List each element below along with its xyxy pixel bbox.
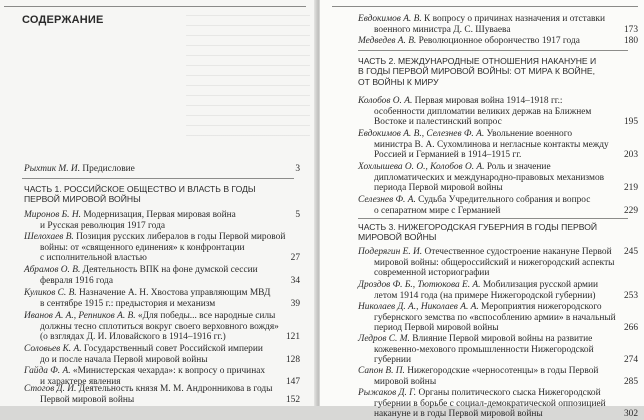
entry-title: Роль и значение (486, 162, 551, 172)
entry-title: К вопросу о причинах назначения и отставки (424, 14, 606, 24)
entry-page: 5 (295, 210, 300, 220)
entry-title: Первая мировая война 1914–1918 гг.: (414, 96, 563, 106)
entry-page: 128 (285, 354, 300, 365)
entry-title: «Для победы... все народные силы (137, 311, 276, 321)
entry-page: 229 (623, 205, 638, 216)
left-page (0, 0, 318, 406)
toc-entry[interactable] (358, 247, 638, 279)
entry-title-cont: кожевенно-мехового промышленности Нижегородской (374, 344, 594, 355)
entry-author: Сапон В. П. (358, 366, 405, 376)
toc-entry[interactable] (358, 162, 638, 194)
entry-title: Увольнение военного (486, 129, 573, 139)
entry-title-cont: период Первой мировой войны (374, 323, 499, 334)
entry-title-cont: периода Первой мировой войны (374, 183, 503, 194)
entry-page: 274 (623, 355, 638, 366)
section-2-title: ЧАСТЬ 2. МЕЖДУНАРОДНЫЕ ОТНОШЕНИЯ НАКАНУНЕ И В ГОДЫ ПЕРВОЙ МИРОВОЙ ВОЙНЫ: ОТ МИРА К ВОЙНЕ, ОТ ВОЙНЫ К МИРУ (358, 56, 597, 87)
entry-author: Гайда Ф. А. (24, 366, 71, 376)
entry-page: 219 (623, 183, 638, 194)
entry-author: Соловьев К. А. (24, 344, 82, 354)
toc-entry[interactable] (358, 14, 638, 35)
entry-page: 39 (290, 298, 300, 309)
entry-page: 121 (285, 332, 300, 343)
entry-title: Судьба Учредительного собрания и вопрос (418, 195, 591, 205)
entry-page: 27 (290, 253, 300, 264)
toc-entry[interactable] (24, 288, 300, 309)
entry-page: 285 (623, 376, 638, 387)
toc-entry[interactable] (358, 36, 638, 47)
entry-page: 34 (290, 275, 300, 286)
entry-page: 203 (623, 150, 638, 161)
toc-entry[interactable] (358, 388, 638, 420)
entry-title-cont: февраля 1916 года (40, 275, 113, 286)
toc-entry[interactable] (24, 265, 300, 286)
entry-title-cont: особенности дипломатии великих держав на Ближнем (374, 106, 592, 117)
entry-author: Колобов О. А. (358, 96, 413, 106)
entry-author: Шелохаев В. (24, 232, 74, 242)
toc-entry[interactable] (358, 96, 638, 128)
entry-title: Мероприятия нижегородского (481, 302, 602, 312)
toc-entry[interactable] (24, 384, 300, 405)
entry-author: Евдокимов А. В. (358, 14, 422, 24)
toc-entry[interactable] (24, 232, 300, 264)
entry-title: Деятельность князя М. М. Андронникова в годы (78, 384, 273, 394)
entry-author: Дроздов Ф. Б., Тютюкова Е. А. (358, 280, 481, 290)
contents-heading: СОДЕРЖАНИЕ (22, 14, 104, 26)
entry-title-cont: губернского земства по «вспособлению армии» в начальный (374, 312, 616, 323)
entry-author: Стогов Д. И. (24, 384, 77, 394)
entry-page: 302 (623, 409, 638, 420)
entry-title-cont: Первой мировой войны (40, 394, 135, 405)
entry-author: Абрамов О. В. (24, 265, 81, 275)
entry-title-cont: губернии в борьбе с социал-демократической оппозицией (374, 398, 606, 409)
entry-title: Государственный совет Российской империи (83, 344, 263, 354)
top-edge-rule (4, 6, 306, 7)
toc-entry[interactable] (24, 210, 300, 231)
entry-title-cont: Востоке и палестинский вопрос (374, 117, 502, 128)
entry-title: Органы политического сыска Нижегородской (418, 388, 601, 398)
entry-title: Позиция русских либералов в годы Первой мировой (76, 232, 286, 242)
entry-title: Назначение А. Н. Хвостова управляющим МВД (79, 288, 271, 298)
entry-page: 147 (285, 376, 300, 387)
bleed-through-text (186, 6, 310, 136)
entry-title: Нижегородские «черносотенцы» в годы Первой (407, 366, 599, 376)
entry-title: Мобилизация русской армии (482, 280, 599, 290)
toc-entry[interactable] (358, 366, 638, 387)
entry-title-cont: войны: от «священного единения» к конфронтации (40, 242, 245, 253)
toc-entry[interactable] (24, 311, 300, 343)
entry-title: Деятельность ВПК на фоне думской сессии (82, 265, 258, 275)
entry-title-cont: с исполнительной властью (40, 253, 147, 264)
entry-author: Николаев Д. А., Николаев А. А. (358, 302, 479, 312)
entry-page: 245 (623, 247, 638, 257)
entry-author: Рыхтик М. И. (24, 164, 81, 174)
entry-title-cont: о сепаратном мире с Германией (374, 205, 501, 216)
toc-entry[interactable] (358, 129, 638, 161)
toc-entry[interactable] (24, 344, 300, 365)
section-rule (22, 178, 294, 179)
entry-page: 253 (623, 290, 638, 301)
entry-author: Хохлышева О. О., Колобов О. А. (358, 162, 485, 172)
entry-author: Подерягин Е. И. (358, 247, 423, 257)
entry-title-cont: мировой войны (374, 376, 437, 387)
entry-page: 152 (285, 394, 300, 405)
entry-title-cont: дипломатических и международно-правовых механизмов (374, 172, 605, 183)
entry-title: Отечественное судостроение накануне Первой (424, 247, 612, 257)
entry-title-cont: губернии (374, 355, 411, 366)
section-rule (358, 218, 628, 219)
entry-author: Куликов С. В. (24, 288, 77, 298)
entry-page: 180 (623, 36, 638, 46)
entry-page: 173 (623, 24, 638, 35)
entry-title-cont: накануне и в годы Первой мировой войны (374, 409, 543, 420)
entry-title-cont: Россией и Германией в 1914–1915 гг. (374, 150, 522, 161)
entry-page: 266 (623, 323, 638, 334)
toc-entry[interactable] (358, 302, 638, 334)
entry-title-cont: современной историографии (374, 268, 490, 279)
entry-title-cont: мировой войны: общероссийский и нижегородский аспекты (374, 257, 615, 268)
entry-author: Евдокимов А. В., Селезнев Ф. А. (358, 129, 485, 139)
entry-page: 195 (623, 117, 638, 128)
section-rule (358, 50, 628, 51)
entry-author: Ледров С. М. (358, 334, 410, 344)
entry-author: Селезнев Ф. А. (358, 195, 416, 205)
entry-title: «Министерская чехарда»: к вопросу о причинах (72, 366, 266, 376)
entry-title-cont: должны тесно сплотиться вокруг своего верховного вождя» (40, 321, 279, 332)
entry-title: Предисловие (82, 164, 135, 174)
section-1-title: ЧАСТЬ 1. РОССИЙСКОЕ ОБЩЕСТВО И ВЛАСТЬ В ГОДЫ ПЕРВОЙ МИРОВОЙ ВОЙНЫ (24, 184, 256, 205)
entry-title-cont: военного министра Д. С. Шуваева (374, 24, 511, 35)
entry-title-cont: и характере явления (40, 376, 121, 387)
section-3-title: ЧАСТЬ 3. НИЖЕГОРОДСКАЯ ГУБЕРНИЯ В ГОДЫ ПЕРВОЙ МИРОВОЙ ВОЙНЫ (358, 222, 598, 243)
entry-title-cont: министра В. А. Сухомлинова и негласные контакты между (374, 139, 609, 150)
entry-title-cont: и Русская революция 1917 года (40, 220, 166, 231)
entry-page: 3 (295, 164, 300, 174)
entry-author: Рыжаков Д. Г. (358, 388, 417, 398)
right-page (320, 0, 644, 420)
entry-title-cont: летом 1914 года (на примере Нижегородской губернии) (374, 290, 596, 301)
preface-entry[interactable] (24, 164, 300, 175)
entry-title: Модернизация, Первая мировая война (83, 210, 236, 220)
toc-entry[interactable] (358, 334, 638, 366)
entry-author: Иванов А. А., Репников А. В. (24, 311, 136, 321)
entry-author: Миронов Б. Н. (24, 210, 81, 220)
entry-title-cont: в сентябре 1915 г.: предыстория и механизм (40, 298, 216, 309)
entry-author: Медведев А. В. (358, 36, 417, 46)
entry-title-cont: до и после начала Первой мировой войны (40, 354, 208, 365)
entry-title-cont: (о взглядах Д. И. Иловайского в 1914–1916 гг.) (40, 332, 226, 343)
top-edge-rule (332, 6, 638, 7)
entry-title: Революционное оборончество 1917 года (418, 36, 580, 46)
toc-entry[interactable] (358, 280, 638, 301)
entry-title: Влияние Первой мировой войны на развитие (412, 334, 593, 344)
toc-entry[interactable] (358, 195, 638, 216)
